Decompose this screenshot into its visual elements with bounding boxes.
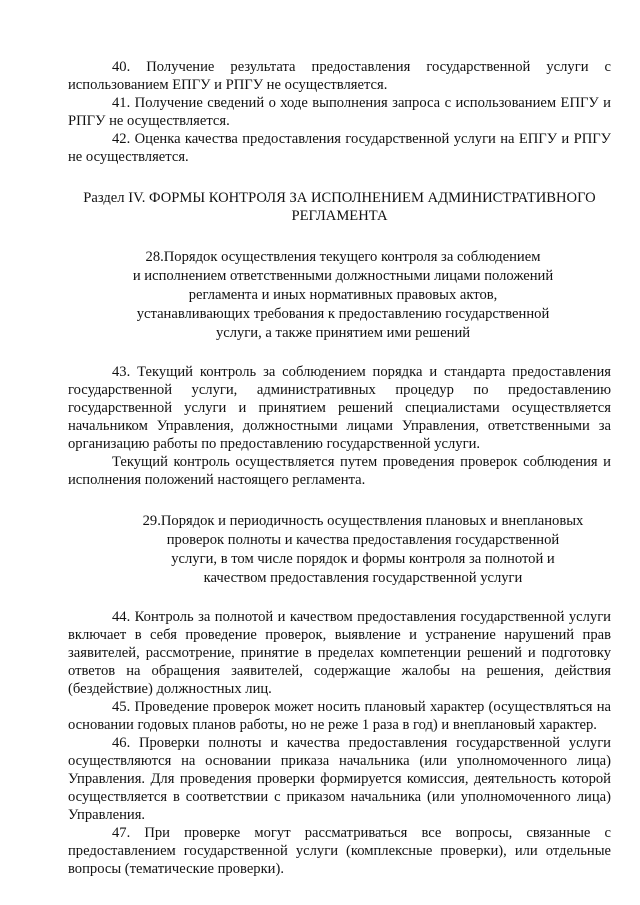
paragraph-41: 41. Получение сведений о ходе выполнения запроса с использованием ЕПГУ и РПГУ не осуществляется.	[68, 95, 611, 129]
section-heading: Раздел IV. ФОРМЫ КОНТРОЛЯ ЗА ИСПОЛНЕНИЕМ АДМИНИСТРАТИВНОГО РЕГЛАМЕНТА	[83, 190, 596, 224]
subheading-29	[138, 512, 588, 588]
subheading-28-line: регламента и иных нормативных правовых актов,	[188, 287, 498, 303]
subheading-29-line: 29.Порядок и периодичность осуществления плановых и внеплановых	[142, 513, 584, 529]
subheading-28-line: 28.Порядок осуществления текущего контроля за соблюдением	[145, 249, 541, 265]
paragraph-43: 43. Текущий контроль за соблюдением порядка и стандарта предоставления государственной услуги, административных процедур по предоставлению государственной услуги и принятием решений специалистами осуществляется начальником Управления, должностными лицами Управления, ответственными за организацию работы по предоставлению государственной услуги.	[68, 364, 611, 452]
paragraph-40: 40. Получение результата предоставления государственной услуги с использованием ЕПГУ и РПГУ не осуществляется.	[68, 59, 611, 93]
subheading-28-line: и исполнением ответственными должностными лицами положений	[132, 268, 554, 284]
subheading-29-line: проверок полноты и качества предоставления государственной	[166, 532, 560, 548]
subheading-28-line: устанавливающих требования к предоставлению государственной	[136, 306, 550, 322]
subheading-29-line: услуги, в том числе порядок и формы контроля за полнотой и	[171, 551, 555, 567]
paragraph-45: 45. Проведение проверок может носить плановый характер (осуществляться на основании годовых планов работы, но не реже 1 раза в год) и внеплановый характер.	[68, 699, 611, 733]
paragraph-44: 44. Контроль за полнотой и качеством предоставления государственной услуги включает в себя проведение проверок, выявление и устранение нарушений прав заявителей, рассмотрение, принятие в пределах компетенции решений и подготовку ответов на обращения заявителей, содержащие жалобы на решения, действия (бездействие) должностных лиц.	[68, 609, 611, 697]
spacer	[68, 588, 611, 608]
paragraph-47: 47. При проверке могут рассматриваться все вопросы, связанные с предоставлением государственной услуги (комплексные проверки), или отдельные вопросы (тематические проверки).	[68, 825, 611, 877]
subheading-28	[108, 248, 578, 343]
paragraph-42: 42. Оценка качества предоставления государственной услуги на ЕПГУ и РПГУ не осуществляется.	[68, 131, 611, 165]
spacer	[68, 343, 611, 363]
subheading-28-line: услуги, а также принятием ими решений	[215, 325, 471, 341]
paragraph-current-control: Текущий контроль осуществляется путем проведения проверок соблюдения и исполнения положений настоящего регламента.	[68, 454, 611, 488]
document-page	[68, 58, 611, 878]
subheading-29-line: качеством предоставления государственной услуги	[203, 570, 523, 586]
paragraph-46: 46. Проверки полноты и качества предоставления государственной услуги осуществляются на основании приказа начальника (или уполномоченного лица) Управления. Для проведения проверки формируется комиссия, деятельность которой осуществляется в соответствии с приказом начальника (или уполномоченного лица) Управления.	[68, 735, 611, 823]
